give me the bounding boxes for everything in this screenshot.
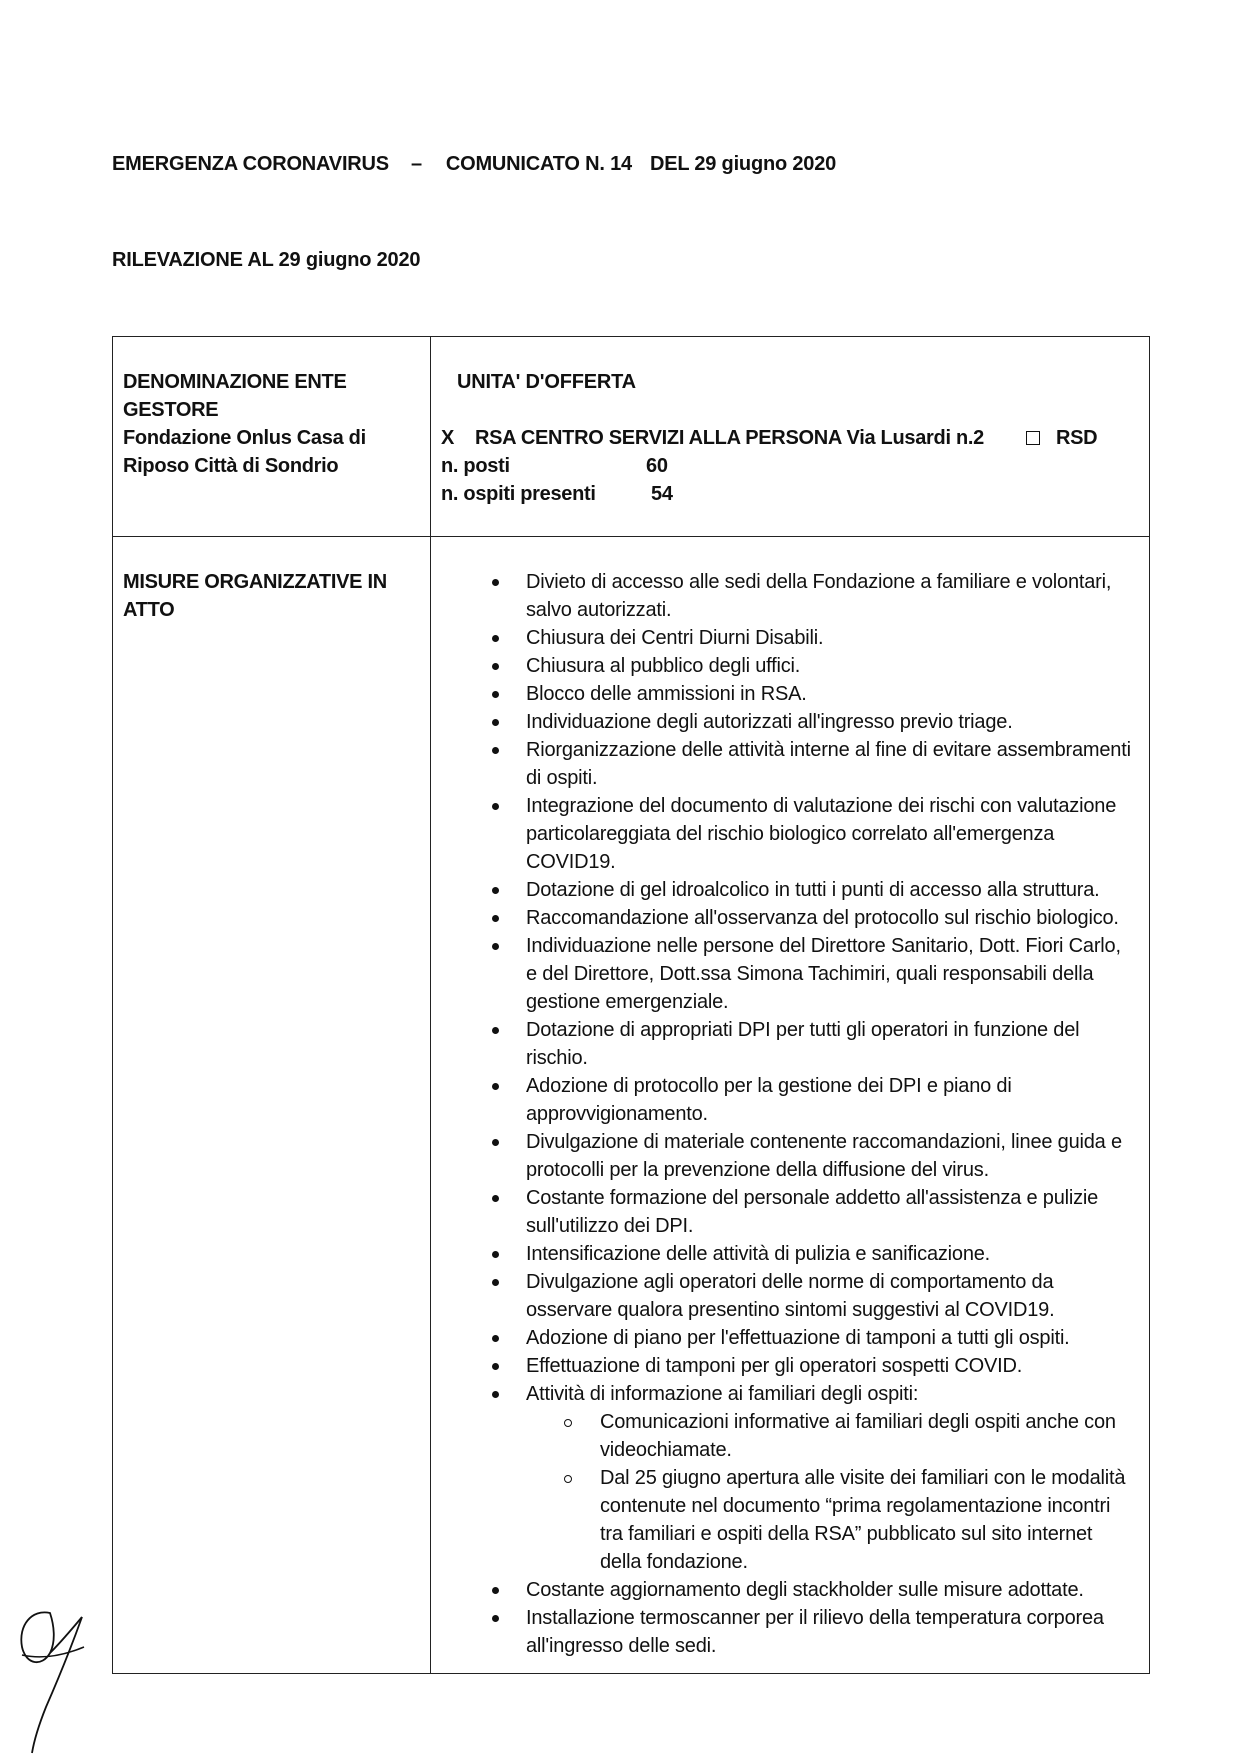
- table-row-ente: [113, 337, 1150, 537]
- list-item: Divulgazione di materiale contenente raccomandazioni, linee guida e protocolli per la prevenzione della diffusione del virus.: [441, 1128, 1137, 1184]
- list-item-text: Attività di informazione ai familiari degli ospiti:: [526, 1383, 919, 1405]
- list-item: Adozione di piano per l'effettuazione di tamponi a tutti gli ospiti.: [441, 1324, 1137, 1352]
- list-item: Dotazione di appropriati DPI per tutti gli operatori in funzione del rischio.: [441, 1016, 1137, 1072]
- list-item: Costante formazione del personale addetto all'assistenza e pulizie sull'utilizzo dei DPI.: [441, 1184, 1137, 1240]
- header-dash: –: [410, 153, 422, 175]
- list-item: Blocco delle ammissioni in RSA.: [441, 680, 1137, 708]
- posti-label: n. posti: [441, 455, 510, 477]
- list-item: Effettuazione di tamponi per gli operatori sospetti COVID.: [441, 1352, 1137, 1380]
- offerta-title: UNITA' D'OFFERTA: [457, 371, 636, 393]
- offerta-cell: [431, 337, 1150, 537]
- list-item: Costante aggiornamento degli stackholder sulle misure adottate.: [441, 1576, 1137, 1604]
- ospiti-value: 54: [651, 483, 673, 505]
- rsa-selected-mark: X: [441, 427, 455, 449]
- list-item: Raccomandazione all'osservanza del protocollo sul rischio biologico.: [441, 904, 1137, 932]
- ente-name-line2: Riposo Città di Sondrio: [123, 455, 339, 477]
- sub-list-item: Comunicazioni informative ai familiari degli ospiti anche con videochiamate.: [526, 1408, 1137, 1464]
- list-item: Chiusura al pubblico degli uffici.: [441, 652, 1137, 680]
- list-item: Individuazione degli autorizzati all'ingresso previo triage.: [441, 708, 1137, 736]
- info-table: [112, 336, 1150, 1674]
- sub-list-item: Dal 25 giugno apertura alle visite dei familiari con le modalità contenute nel documento “prima regolamentazione incontri tra familiari e ospiti della RSA” pubblicato sul sito internet della fondazione.: [526, 1464, 1137, 1576]
- list-item: Integrazione del documento di valutazione dei rischi con valutazione particolareggiata del rischio biologico correlato all'emergenza COVID19.: [441, 792, 1137, 876]
- list-item: Dotazione di gel idroalcolico in tutti i punti di accesso alla struttura.: [441, 876, 1137, 904]
- document-header: [112, 153, 836, 176]
- ospiti-label: n. ospiti presenti: [441, 483, 596, 505]
- communique-date: DEL 29 giugno 2020: [649, 153, 837, 175]
- list-item: Intensificazione delle attività di pulizia e sanificazione.: [441, 1240, 1137, 1268]
- list-item: Divulgazione agli operatori delle norme di comportamento da osservare qualora presentino sintomi suggestivi al COVID19.: [441, 1268, 1137, 1324]
- ente-name-line1: Fondazione Onlus Casa di: [123, 427, 366, 449]
- ente-label-cell: [113, 337, 431, 537]
- misure-label-line2: ATTO: [123, 599, 175, 621]
- list-item: Installazione termoscanner per il rilievo della temperatura corporea all'ingresso delle sedi.: [441, 1604, 1137, 1660]
- list-item: Individuazione nelle persone del Direttore Sanitario, Dott. Fiori Carlo, e del Direttore, Dott.ssa Simona Tachimiri, quali responsabili della gestione emergenziale.: [441, 932, 1137, 1016]
- sub-list: [526, 1408, 1137, 1576]
- communique-number: COMUNICATO N. 14: [445, 153, 632, 175]
- measures-list: [441, 568, 1137, 1660]
- list-item: Divieto di accesso alle sedi della Fondazione a familiare e volontari, salvo autorizzati.: [441, 568, 1137, 624]
- list-item: Adozione di protocollo per la gestione dei DPI e piano di approvvigionamento.: [441, 1072, 1137, 1128]
- misure-label-line1: MISURE ORGANIZZATIVE IN: [123, 571, 387, 593]
- ente-label-line2: GESTORE: [123, 399, 219, 421]
- table-row-misure: [113, 537, 1150, 1674]
- posti-value: 60: [646, 455, 668, 477]
- ente-label-line1: DENOMINAZIONE ENTE: [123, 371, 347, 393]
- list-item: Chiusura dei Centri Diurni Disabili.: [441, 624, 1137, 652]
- rsd-label: RSD: [1055, 427, 1098, 449]
- misure-cell: [431, 537, 1150, 1674]
- offerta-options: [441, 424, 1137, 452]
- handwritten-signature: [10, 1595, 105, 1755]
- header-title: EMERGENZA CORONAVIRUS: [112, 153, 389, 175]
- rsa-label: RSA CENTRO SERVIZI ALLA PERSONA Via Lusardi n.2: [475, 427, 984, 449]
- rsd-checkbox: [1026, 431, 1040, 445]
- misure-label-cell: [113, 537, 431, 1674]
- ospiti-row: [441, 480, 1137, 508]
- survey-date: RILEVAZIONE AL 29 giugno 2020: [112, 249, 421, 271]
- posti-row: [441, 452, 1137, 480]
- list-item-with-subitems: [441, 1380, 1137, 1576]
- list-item: Riorganizzazione delle attività interne al fine di evitare assembramenti di ospiti.: [441, 736, 1137, 792]
